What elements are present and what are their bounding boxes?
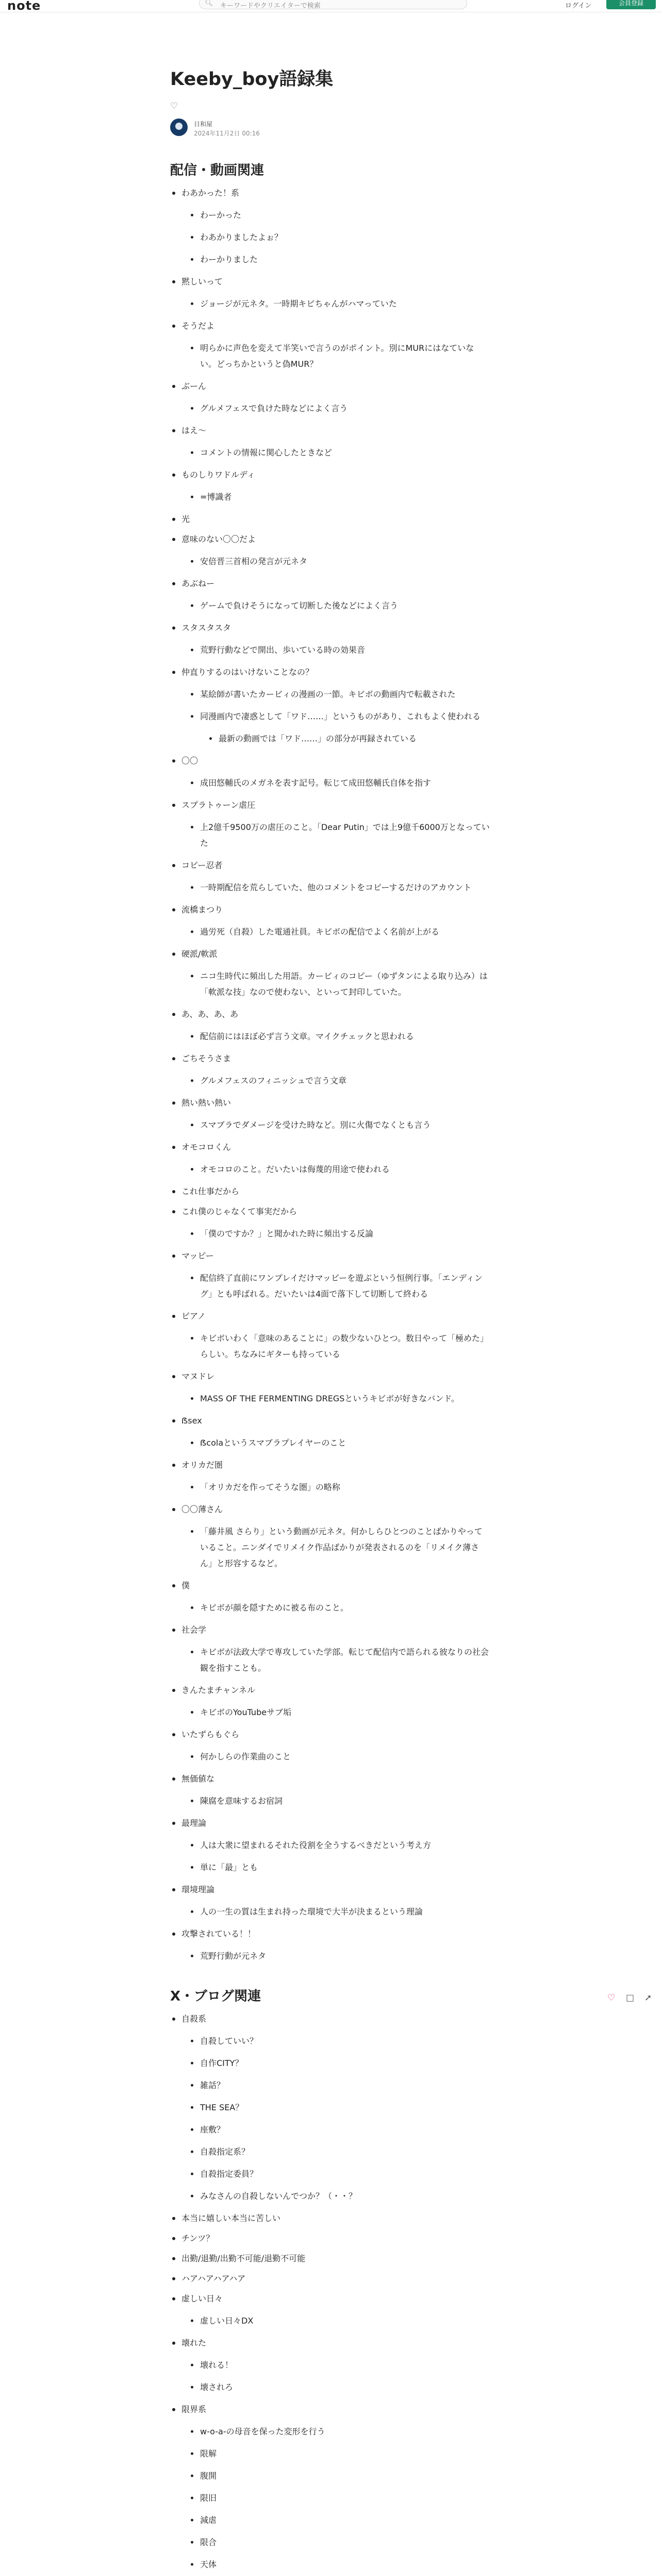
sub-item bbox=[189, 1117, 490, 1133]
term-item bbox=[170, 1308, 490, 1362]
term-text: 社会学 bbox=[181, 1624, 207, 1635]
sub-item bbox=[189, 2099, 490, 2115]
sub-item bbox=[189, 2033, 490, 2049]
sub-list bbox=[189, 1435, 490, 1451]
sub-list bbox=[189, 1644, 490, 1676]
term-text: これ僕のじゃなくて事実だから bbox=[181, 1206, 297, 1216]
term-item bbox=[170, 1139, 490, 1177]
sub-list bbox=[189, 296, 490, 312]
sub-item-text: 虚しい日々DX bbox=[200, 2315, 254, 2326]
term-item bbox=[170, 1926, 490, 1964]
sub-item-text: わーかりました bbox=[200, 254, 258, 264]
term-text: そうだよ bbox=[181, 320, 215, 331]
sub-item-text: 荒野行動などで開出、歩いている時の効果音 bbox=[200, 645, 366, 655]
term-item bbox=[170, 2210, 490, 2226]
sub-list bbox=[189, 1904, 490, 1920]
sub-list bbox=[189, 1704, 490, 1720]
sub-item-text: みなさんの自殺しないんでつか？（・・？ bbox=[200, 2191, 357, 2201]
term-item bbox=[170, 664, 490, 747]
sub-item-text: 自作CITY？ bbox=[200, 2058, 243, 2068]
article bbox=[170, 68, 490, 2576]
term-text: きんたまチャンネル bbox=[181, 1685, 256, 1695]
sub-item-text: 壊れる！ bbox=[200, 2360, 234, 2370]
sub-item-text: MASS OF THE FERMENTING DREGSというキビボが好きなバンド。 bbox=[200, 1393, 459, 1403]
term-item bbox=[170, 2270, 490, 2286]
term-item bbox=[170, 1457, 490, 1495]
sub-list bbox=[189, 1600, 490, 1616]
term-text: いたずらもぐら bbox=[181, 1729, 240, 1739]
term-item bbox=[170, 2250, 490, 2266]
sub-item bbox=[189, 1073, 490, 1089]
login-link[interactable]: ログイン bbox=[565, 2, 592, 10]
section-heading: 配信・動画関連 bbox=[170, 162, 264, 178]
sub-item bbox=[189, 642, 490, 658]
signup-button[interactable]: 会員登録 bbox=[606, 0, 656, 9]
sub-item-text: 配信終了直前にワンプレイだけマッピーを遊ぶという恒例行事。「エンディング」とも呼ばれる。だいたいは4面で落下して切断して終わる bbox=[200, 1273, 483, 1299]
sub-item bbox=[189, 340, 490, 372]
sub-list bbox=[189, 1330, 490, 1362]
sub-list bbox=[189, 2357, 490, 2395]
term-text: 熱い熱い熱い bbox=[181, 1097, 231, 1108]
term-item bbox=[170, 1183, 490, 1199]
sub-list bbox=[207, 731, 490, 747]
sub-item-text: 荒野行動が元ネタ bbox=[200, 1951, 267, 1961]
sub-item-text: わーかった bbox=[200, 210, 242, 220]
sub-list bbox=[189, 1837, 490, 1875]
term-text: ẞsex bbox=[181, 1415, 202, 1426]
term-item bbox=[170, 1006, 490, 1044]
sub-item bbox=[189, 2077, 490, 2093]
term-item bbox=[170, 1771, 490, 1809]
sub-list bbox=[189, 1226, 490, 1242]
sub-item-text: ẞcolaというスマブラプレイヤーのこと bbox=[200, 1437, 346, 1448]
term-text: 〇〇薄さん bbox=[181, 1504, 223, 1514]
sub-item-text: ゲームで負けそうになって切断した後などによく言う bbox=[200, 600, 399, 611]
sub-item-text: 減虐 bbox=[200, 2515, 217, 2525]
term-text: スタスタスタ bbox=[181, 622, 231, 633]
sub-item-text: 壊されろ bbox=[200, 2382, 234, 2392]
term-text: ものしりワドルディ bbox=[181, 469, 255, 480]
sub-list bbox=[189, 1117, 490, 1133]
term-text: 出勤/退勤/出勤不可能/退勤不可能 bbox=[181, 2253, 306, 2263]
term-text: 意味のない〇〇だよ bbox=[181, 534, 256, 544]
sub-item bbox=[189, 1837, 490, 1853]
sub-list bbox=[189, 819, 490, 851]
search-box[interactable] bbox=[199, 0, 467, 9]
sub-item-text: 最新の動画では「ワド……」の部分が再録されている bbox=[219, 733, 417, 743]
sub-item-text: 配信前にはほぼ必ず言う文章。マイクチェックと思われる bbox=[200, 1031, 414, 1041]
sub-item bbox=[189, 229, 490, 245]
sub-item-text: 「オリカだを作ってそうな圏」の略称 bbox=[200, 1482, 340, 1492]
sub-item bbox=[189, 686, 490, 702]
term-text: オリカだ圏 bbox=[181, 1460, 223, 1470]
sub-item bbox=[189, 1270, 490, 1302]
sub-list bbox=[189, 207, 490, 267]
sub-item bbox=[189, 2534, 490, 2550]
search-placeholder[interactable]: キーワードやクリエイターで検索 bbox=[220, 2, 321, 10]
like-heart-icon[interactable]: ♡ bbox=[170, 100, 178, 111]
sub-item-text: 何かしらの作業曲のこと bbox=[200, 1751, 291, 1761]
sub-item bbox=[189, 1904, 490, 1920]
term-item bbox=[170, 2291, 490, 2329]
sub-list bbox=[189, 1270, 490, 1302]
sub-item bbox=[189, 2166, 490, 2182]
term-text: これ仕事だから bbox=[181, 1186, 240, 1196]
sub-item-text: わあかりましたよぉ？ bbox=[200, 232, 283, 242]
sub-item bbox=[189, 708, 490, 747]
sub-item-text: 人は大衆に望まれるそれた役割を全うするべきだという考え方 bbox=[200, 1840, 432, 1850]
sub-item-text: 過労死（自殺）した電通社員。キビボの配信でよく名前が上がる bbox=[200, 926, 440, 937]
term-text: 自殺系 bbox=[181, 2013, 207, 2024]
term-text: はえ〜 bbox=[181, 425, 207, 435]
article-title: Keeby_boy語録集 bbox=[170, 69, 334, 90]
sub-item-text: 一時期配信を荒らしていた、他のコメントをコピーするだけのアカウント bbox=[200, 882, 472, 892]
term-item bbox=[170, 378, 490, 416]
sub-item-text: 天体 bbox=[200, 2559, 217, 2569]
floating-actions bbox=[607, 1993, 662, 2003]
term-text: わあかった！系 bbox=[181, 188, 240, 198]
sub-item bbox=[189, 2188, 490, 2204]
sub-item-text: 上2億千9500万の虐圧のこと。「Dear Putin」では上9億千6000万となっていた bbox=[200, 822, 490, 848]
term-item bbox=[170, 531, 490, 569]
author-avatar[interactable] bbox=[170, 118, 188, 136]
comment-icon[interactable]: □ bbox=[626, 1993, 635, 2003]
term-item bbox=[170, 422, 490, 461]
term-text: 環境理論 bbox=[181, 1884, 215, 1894]
term-text: 無価値な bbox=[181, 1773, 215, 1784]
sub-item bbox=[189, 775, 490, 791]
sub-item bbox=[189, 819, 490, 851]
term-item bbox=[170, 1050, 490, 1089]
sub-item bbox=[189, 1644, 490, 1676]
sub-item bbox=[189, 400, 490, 416]
sub-list bbox=[189, 642, 490, 658]
sub-item-text: コメントの情報に関心したときなど bbox=[200, 447, 333, 457]
sub-item-text: 限旧 bbox=[200, 2493, 217, 2503]
term-text: ピアノ bbox=[181, 1311, 206, 1321]
sub-item-text: ジョージが元ネタ。一時期キビちゃんがハマっていた bbox=[200, 298, 397, 309]
sub-list bbox=[189, 968, 490, 1000]
sub-item-text: 成田悠輔氏のメガネを表す記号。転じて成田悠輔氏自体を指す bbox=[200, 777, 432, 788]
sub-item bbox=[189, 1479, 490, 1495]
sub-list bbox=[189, 775, 490, 791]
sub-item-text: 某絵師が書いたカービィの漫画の一節。キビボの動画内で転載された bbox=[200, 689, 456, 699]
share-icon[interactable]: ➚ bbox=[644, 1993, 652, 2003]
sub-item-text: 同漫画内で凄惑として「ワド……」というものがあり、これもよく使われる bbox=[200, 711, 481, 721]
sub-item bbox=[189, 879, 490, 895]
term-item bbox=[170, 1882, 490, 1920]
sub-item bbox=[189, 1704, 490, 1720]
sub-item bbox=[189, 296, 490, 312]
term-text: 仲直りするのはいけないことなの？ bbox=[181, 667, 314, 677]
term-item bbox=[170, 2011, 490, 2204]
sub-item-text: 陳腐を意味するお宿詞 bbox=[200, 1795, 283, 1806]
sub-item-text: オモコロのこと。だいたいは侮蔑的用途で使われる bbox=[200, 1164, 390, 1174]
sub-item bbox=[189, 2379, 490, 2395]
term-item bbox=[170, 575, 490, 614]
sub-item bbox=[189, 2055, 490, 2071]
sub-item bbox=[189, 2313, 490, 2329]
term-item bbox=[170, 902, 490, 940]
sub-list bbox=[189, 2424, 490, 2572]
sub-item-text: 「僕のですか？」と聞かれた時に頻出する反論 bbox=[200, 1228, 374, 1239]
author-name[interactable]: 日和屋 bbox=[194, 120, 213, 128]
term-item bbox=[170, 620, 490, 658]
term-text: 流橋まつり bbox=[181, 904, 223, 914]
term-item bbox=[170, 1204, 490, 1242]
sub-item-text: グルメフェスのフィニッシュで言う文章 bbox=[200, 1075, 347, 1086]
sub-item bbox=[189, 553, 490, 569]
sub-list bbox=[189, 1948, 490, 1964]
sub-item-text: 「藤井風 さらり」という動画が元ネタ。何かしらひとつのことばかりやっていること。ニンダイでリメイク作品ばかりが発表されるのを「リメイク薄さん」と形容するなど。 bbox=[200, 1526, 483, 1568]
term-text: 限界系 bbox=[181, 2404, 207, 2414]
sub-list bbox=[189, 1479, 490, 1495]
term-text: 〇〇 bbox=[181, 755, 198, 766]
sub-item-text: キビボいわく「意味のあることに」の数少ないひとつ。数日やって「極めた」らしい。ちなみにギターも持っている bbox=[200, 1333, 489, 1359]
sub-item bbox=[189, 2446, 490, 2462]
term-item bbox=[170, 797, 490, 851]
sub-item bbox=[189, 251, 490, 267]
sub-item-text: 限合 bbox=[200, 2537, 217, 2547]
sub-item bbox=[189, 1391, 490, 1406]
sub-list bbox=[189, 553, 490, 569]
term-item bbox=[170, 1368, 490, 1406]
sub-list bbox=[189, 1161, 490, 1177]
term-list bbox=[170, 2011, 490, 2576]
term-text: 僕 bbox=[181, 1580, 190, 1590]
sub-list bbox=[189, 598, 490, 614]
term-item bbox=[170, 1501, 490, 1571]
term-item bbox=[170, 2230, 490, 2246]
sub-item bbox=[189, 1523, 490, 1571]
article-body bbox=[170, 160, 490, 2576]
sub-item bbox=[189, 445, 490, 461]
author-block bbox=[170, 117, 490, 138]
publish-date: 2024年11月2日 00:16 bbox=[194, 129, 260, 137]
term-text: ぶーん bbox=[181, 381, 207, 391]
term-item bbox=[170, 946, 490, 1000]
sub-item-text: 明らかに声色を変えて半笑いで言うのがポイント。別にMURにはなていない。どっちかというと偽MUR？ bbox=[200, 343, 474, 369]
sub-item-text: キビボが法政大学で専攻していた学部。転じて配信内で語られる彼なりの社会観を指すことも。 bbox=[200, 1647, 489, 1673]
sub-item bbox=[189, 2512, 490, 2528]
sub-item bbox=[189, 1028, 490, 1044]
sub-list bbox=[189, 445, 490, 461]
sub-item-text: ニコ生時代に頻出した用語。カービィのコピー（ゆずタンによる取り込み）は「軟派な技」なので使わない、といって封印していた。 bbox=[200, 971, 488, 997]
sub-list bbox=[189, 2033, 490, 2204]
sub-list bbox=[189, 400, 490, 416]
term-item bbox=[170, 753, 490, 791]
sub-item-text: 限解 bbox=[200, 2448, 217, 2459]
sub-item-text: グルメフェスで負けた時などによく言う bbox=[200, 403, 348, 413]
term-item bbox=[170, 1413, 490, 1451]
term-item bbox=[170, 1248, 490, 1302]
term-text: ごちそうさま bbox=[181, 1053, 231, 1063]
term-text: あぶねー bbox=[181, 578, 215, 588]
term-item bbox=[170, 511, 490, 527]
sub-item bbox=[189, 2468, 490, 2484]
term-item bbox=[170, 1726, 490, 1765]
term-item bbox=[170, 467, 490, 505]
sub-item-text: 雑話？ bbox=[200, 2080, 225, 2090]
term-text: 攻撃されている！！ bbox=[181, 1928, 256, 1939]
sub-item bbox=[189, 207, 490, 223]
sub-item bbox=[189, 2424, 490, 2439]
term-text: 壊れた bbox=[181, 2337, 207, 2348]
term-text: マヌドレ bbox=[181, 1371, 215, 1381]
term-text: 黙しいって bbox=[181, 276, 223, 286]
top-navigation-bar bbox=[0, 0, 662, 12]
term-list bbox=[170, 185, 490, 1964]
term-text: あ、あ、あ、あ bbox=[181, 1009, 239, 1019]
sub-item-text: スマブラでダメージを受けた時など。別に火傷でなくとも言う bbox=[200, 1120, 431, 1130]
term-text: 光 bbox=[181, 514, 190, 524]
sub-list bbox=[189, 1028, 490, 1044]
search-icon: 🔍︎ bbox=[205, 0, 213, 7]
sub-item bbox=[189, 2122, 490, 2138]
sub-item bbox=[189, 1793, 490, 1809]
sub-item-text: キビボのYouTubeサブ垢 bbox=[200, 1707, 292, 1717]
term-text: マッピー bbox=[181, 1250, 214, 1261]
sub-list bbox=[189, 489, 490, 505]
sub-item bbox=[189, 968, 490, 1000]
sub-item bbox=[189, 924, 490, 940]
sub-item-text: 安倍晋三首相の発言が元ネタ bbox=[200, 556, 308, 566]
sub-item-text: 腹開 bbox=[200, 2470, 217, 2481]
term-text: 本当に嬉しい本当に苦しい bbox=[181, 2213, 281, 2223]
sub-item bbox=[189, 1161, 490, 1177]
term-item bbox=[170, 2401, 490, 2572]
sub-list bbox=[189, 1391, 490, 1406]
heart-icon[interactable]: ♡ bbox=[607, 1993, 616, 2003]
sub-item bbox=[189, 2556, 490, 2572]
sub-item-text: 座敷？ bbox=[200, 2124, 225, 2134]
sub-item-text: 人の一生の質は生まれ持った環境で大半が決まるという理論 bbox=[200, 1906, 423, 1917]
term-text: オモコロくん bbox=[181, 1142, 231, 1152]
term-item bbox=[170, 857, 490, 895]
term-item bbox=[170, 1578, 490, 1616]
sub-item-text: キビボが顔を隠すために被る布のこと。 bbox=[200, 1602, 349, 1613]
sub-item-text: w-o-a-の母音を保った変形を行う bbox=[200, 2426, 325, 2436]
term-text: コピー忍者 bbox=[181, 860, 223, 870]
sub-item-text: THE SEA？ bbox=[200, 2102, 244, 2112]
sub-list bbox=[189, 1073, 490, 1089]
sub-list bbox=[189, 1749, 490, 1765]
sub-item bbox=[189, 1435, 490, 1451]
sub-item bbox=[207, 731, 490, 747]
term-item bbox=[170, 318, 490, 372]
sub-list bbox=[189, 1523, 490, 1571]
sub-item bbox=[189, 1859, 490, 1875]
term-item bbox=[170, 185, 490, 267]
sub-item bbox=[189, 598, 490, 614]
sub-item bbox=[189, 1226, 490, 1242]
sub-list bbox=[189, 879, 490, 895]
sub-list bbox=[189, 1793, 490, 1809]
section-heading: X・ブログ関連 bbox=[170, 1988, 261, 2004]
sub-item-text: 自殺指定系？ bbox=[200, 2146, 250, 2157]
sub-list bbox=[189, 686, 490, 747]
note-logo[interactable]: note bbox=[7, 0, 41, 13]
sub-item bbox=[189, 1948, 490, 1964]
sub-item-text: 単に「最」とも bbox=[200, 1862, 258, 1872]
term-item bbox=[170, 1815, 490, 1875]
sub-item-text: 自殺していい？ bbox=[200, 2036, 258, 2046]
term-item bbox=[170, 2335, 490, 2395]
sub-item bbox=[189, 2490, 490, 2506]
term-item bbox=[170, 1682, 490, 1720]
sub-item bbox=[189, 1749, 490, 1765]
sub-list bbox=[189, 2313, 490, 2329]
term-text: チンツ？ bbox=[181, 2233, 214, 2243]
term-text: スプラトゥーン虐圧 bbox=[181, 800, 256, 810]
sub-item-text: 自殺指定委員？ bbox=[200, 2168, 258, 2179]
term-item bbox=[170, 1622, 490, 1676]
term-text: 最理論 bbox=[181, 1818, 207, 1828]
term-item bbox=[170, 1095, 490, 1133]
sub-item bbox=[189, 1600, 490, 1616]
sub-list bbox=[189, 924, 490, 940]
term-text: 虚しい日々 bbox=[181, 2293, 223, 2303]
sub-item bbox=[189, 1330, 490, 1362]
term-text: ハアハアハアハア bbox=[181, 2273, 246, 2283]
sub-item bbox=[189, 2144, 490, 2160]
term-item bbox=[170, 274, 490, 312]
term-text: 硬派/軟派 bbox=[181, 948, 218, 959]
sub-item bbox=[189, 2357, 490, 2373]
sub-list bbox=[189, 340, 490, 372]
sub-item-text: =博識者 bbox=[200, 492, 232, 502]
sub-item bbox=[189, 489, 490, 505]
